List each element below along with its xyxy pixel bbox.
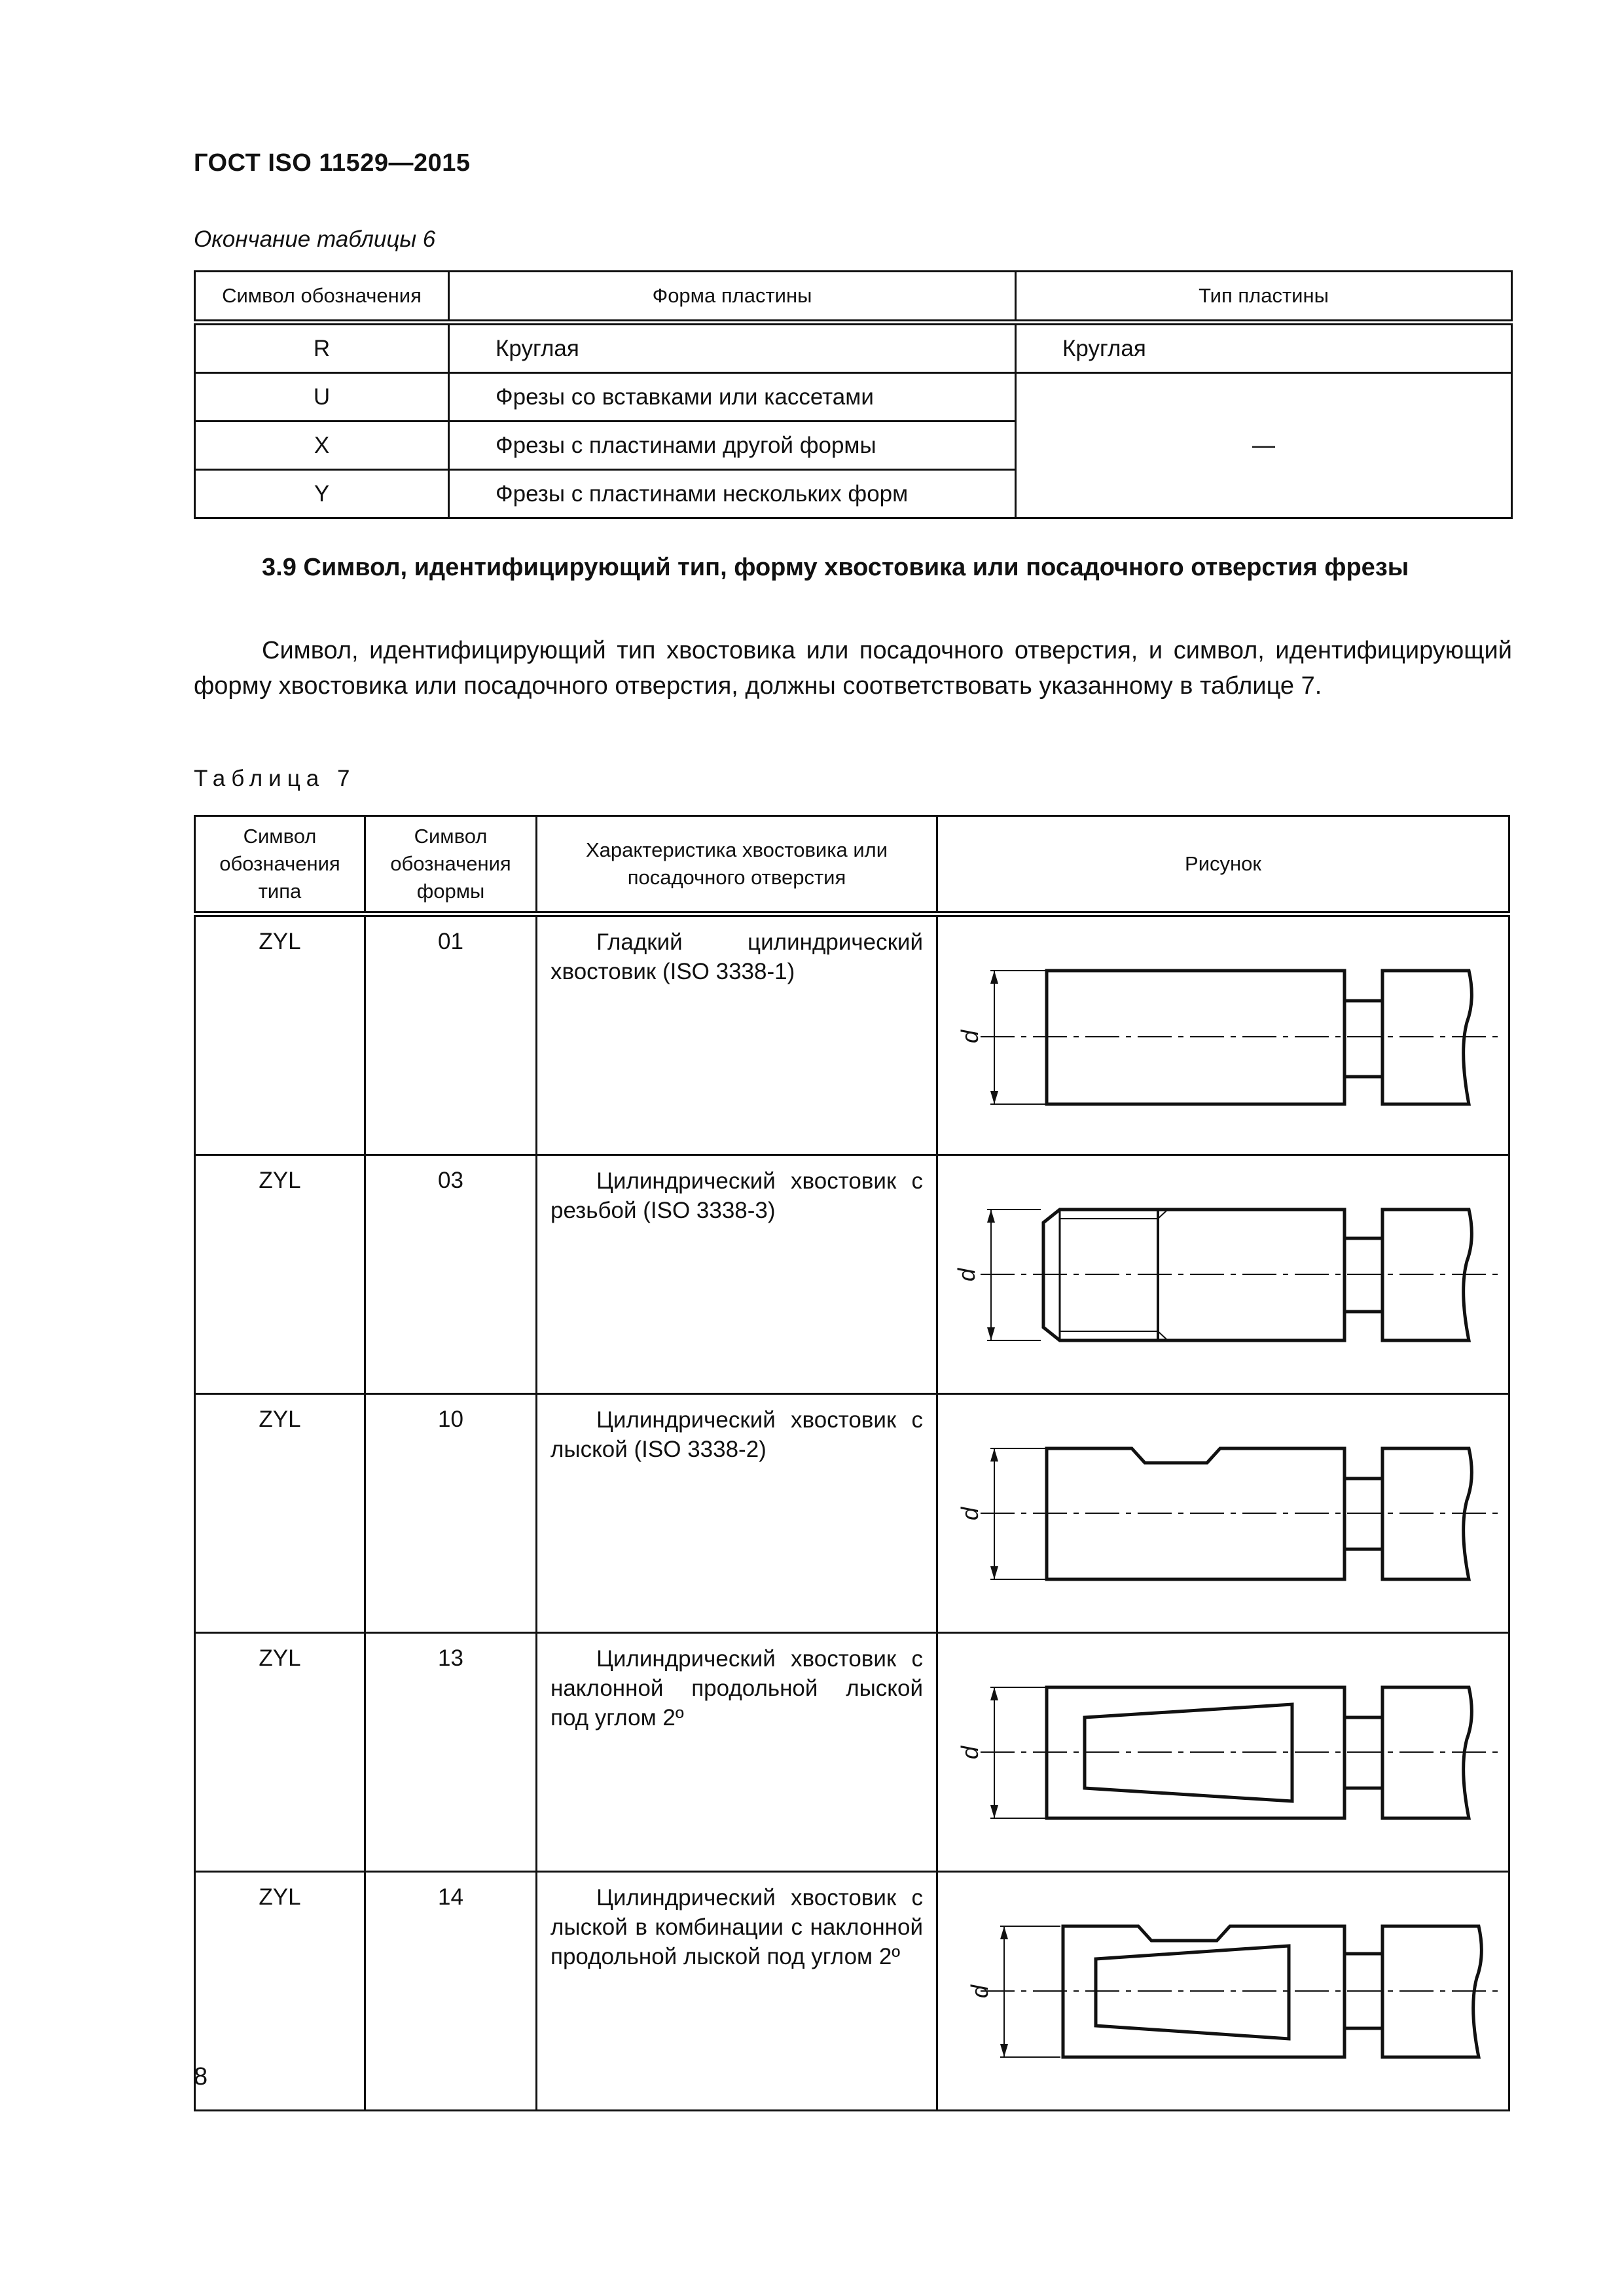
table-cell-symbol: Y: [195, 470, 449, 518]
table-header-cell: Характеристика хвостовика или посадочного отверстия: [537, 816, 937, 914]
table-cell-type-merged: —: [1016, 373, 1512, 518]
table-row: [195, 323, 1512, 373]
table-row: [195, 914, 1509, 1155]
table-header-row: [195, 816, 1509, 914]
table-cell-form: Круглая: [449, 323, 1016, 373]
combined-flat-shank-drawing: [942, 1883, 1505, 2099]
cell-description: Цилиндрический хвостовик с наклонной продольной лыской под углом 2º: [537, 1633, 937, 1872]
cell-type-symbol: ZYL: [195, 1394, 365, 1633]
cell-type-symbol: ZYL: [195, 1872, 365, 2111]
table-header-cell: Рисунок: [937, 816, 1509, 914]
table-cell-symbol: X: [195, 422, 449, 470]
dimension-label: d: [956, 1030, 983, 1044]
dimension-label: d: [956, 1507, 983, 1521]
table-header-cell: Символ обозначения формы: [365, 816, 537, 914]
table-row: [195, 1394, 1509, 1633]
cell-figure: [937, 1155, 1509, 1394]
cell-form-symbol: 10: [365, 1394, 537, 1633]
cell-form-symbol: 13: [365, 1633, 537, 1872]
plain-cylindrical-shank-drawing: [942, 927, 1505, 1143]
table-6: [194, 270, 1513, 519]
table-row: [195, 373, 1512, 422]
cell-description: Цилиндрический хвостовик с лыской в комбинации с наклонной продольной лыской под углом 2º: [537, 1872, 937, 2111]
table-row: [195, 1155, 1509, 1394]
table-header-cell: Символ обозначения: [195, 272, 449, 323]
cell-type-symbol: ZYL: [195, 1155, 365, 1394]
table-row: [195, 1872, 1509, 2111]
table-header-cell: Форма пластины: [449, 272, 1016, 323]
table-header-row: [195, 272, 1512, 323]
table-cell-type: Круглая: [1016, 323, 1512, 373]
cell-type-symbol: ZYL: [195, 914, 365, 1155]
cell-figure: [937, 1633, 1509, 1872]
table-row: [195, 1633, 1509, 1872]
table-cell-form: Фрезы со вставками или кассетами: [449, 373, 1016, 422]
flat-shank-drawing: [942, 1405, 1505, 1621]
dimension-label: d: [965, 1984, 993, 1999]
document-header: ГОСТ ISO 11529—2015: [194, 149, 471, 177]
table6-caption: Окончание таблицы 6: [194, 226, 436, 252]
body-paragraph: Символ, идентифицирующий тип хвостовика или посадочного отверстия, и символ, идентифицирующий форму хвостовика или посадочного отверстия, должны соответствовать указанному в таблице 7.: [194, 637, 1512, 700]
table-7: [194, 815, 1510, 2111]
section-heading: 3.9 Символ, идентифицирующий тип, форму хвостовика или посадочного отверстия фрезы: [262, 554, 1409, 581]
cell-form-symbol: 03: [365, 1155, 537, 1394]
inclined-flat-shank-drawing: [942, 1644, 1505, 1860]
cell-description: Гладкий цилиндрический хвостовик (ISO 3338-1): [537, 914, 937, 1155]
table-cell-form: Фрезы с пластинами нескольких форм: [449, 470, 1016, 518]
threaded-shank-drawing: [942, 1166, 1505, 1382]
cell-description: Цилиндрический хвостовик с лыской (ISO 3338-2): [537, 1394, 937, 1633]
cell-figure: [937, 914, 1509, 1155]
cell-figure: [937, 1394, 1509, 1633]
table-header-cell: Тип пластины: [1016, 272, 1512, 323]
cell-description: Цилиндрический хвостовик с резьбой (ISO 3338-3): [537, 1155, 937, 1394]
table-cell-symbol: U: [195, 373, 449, 422]
cell-form-symbol: 01: [365, 914, 537, 1155]
table-cell-symbol: R: [195, 323, 449, 373]
dimension-label: d: [956, 1746, 983, 1760]
cell-form-symbol: 14: [365, 1872, 537, 2111]
page-number: 8: [194, 2063, 208, 2090]
table-header-cell: Символ обозначения типа: [195, 816, 365, 914]
table7-caption: Таблица 7: [194, 766, 356, 791]
table-cell-form: Фрезы с пластинами другой формы: [449, 422, 1016, 470]
cell-type-symbol: ZYL: [195, 1633, 365, 1872]
cell-figure: [937, 1872, 1509, 2111]
dimension-label: d: [952, 1268, 980, 1282]
